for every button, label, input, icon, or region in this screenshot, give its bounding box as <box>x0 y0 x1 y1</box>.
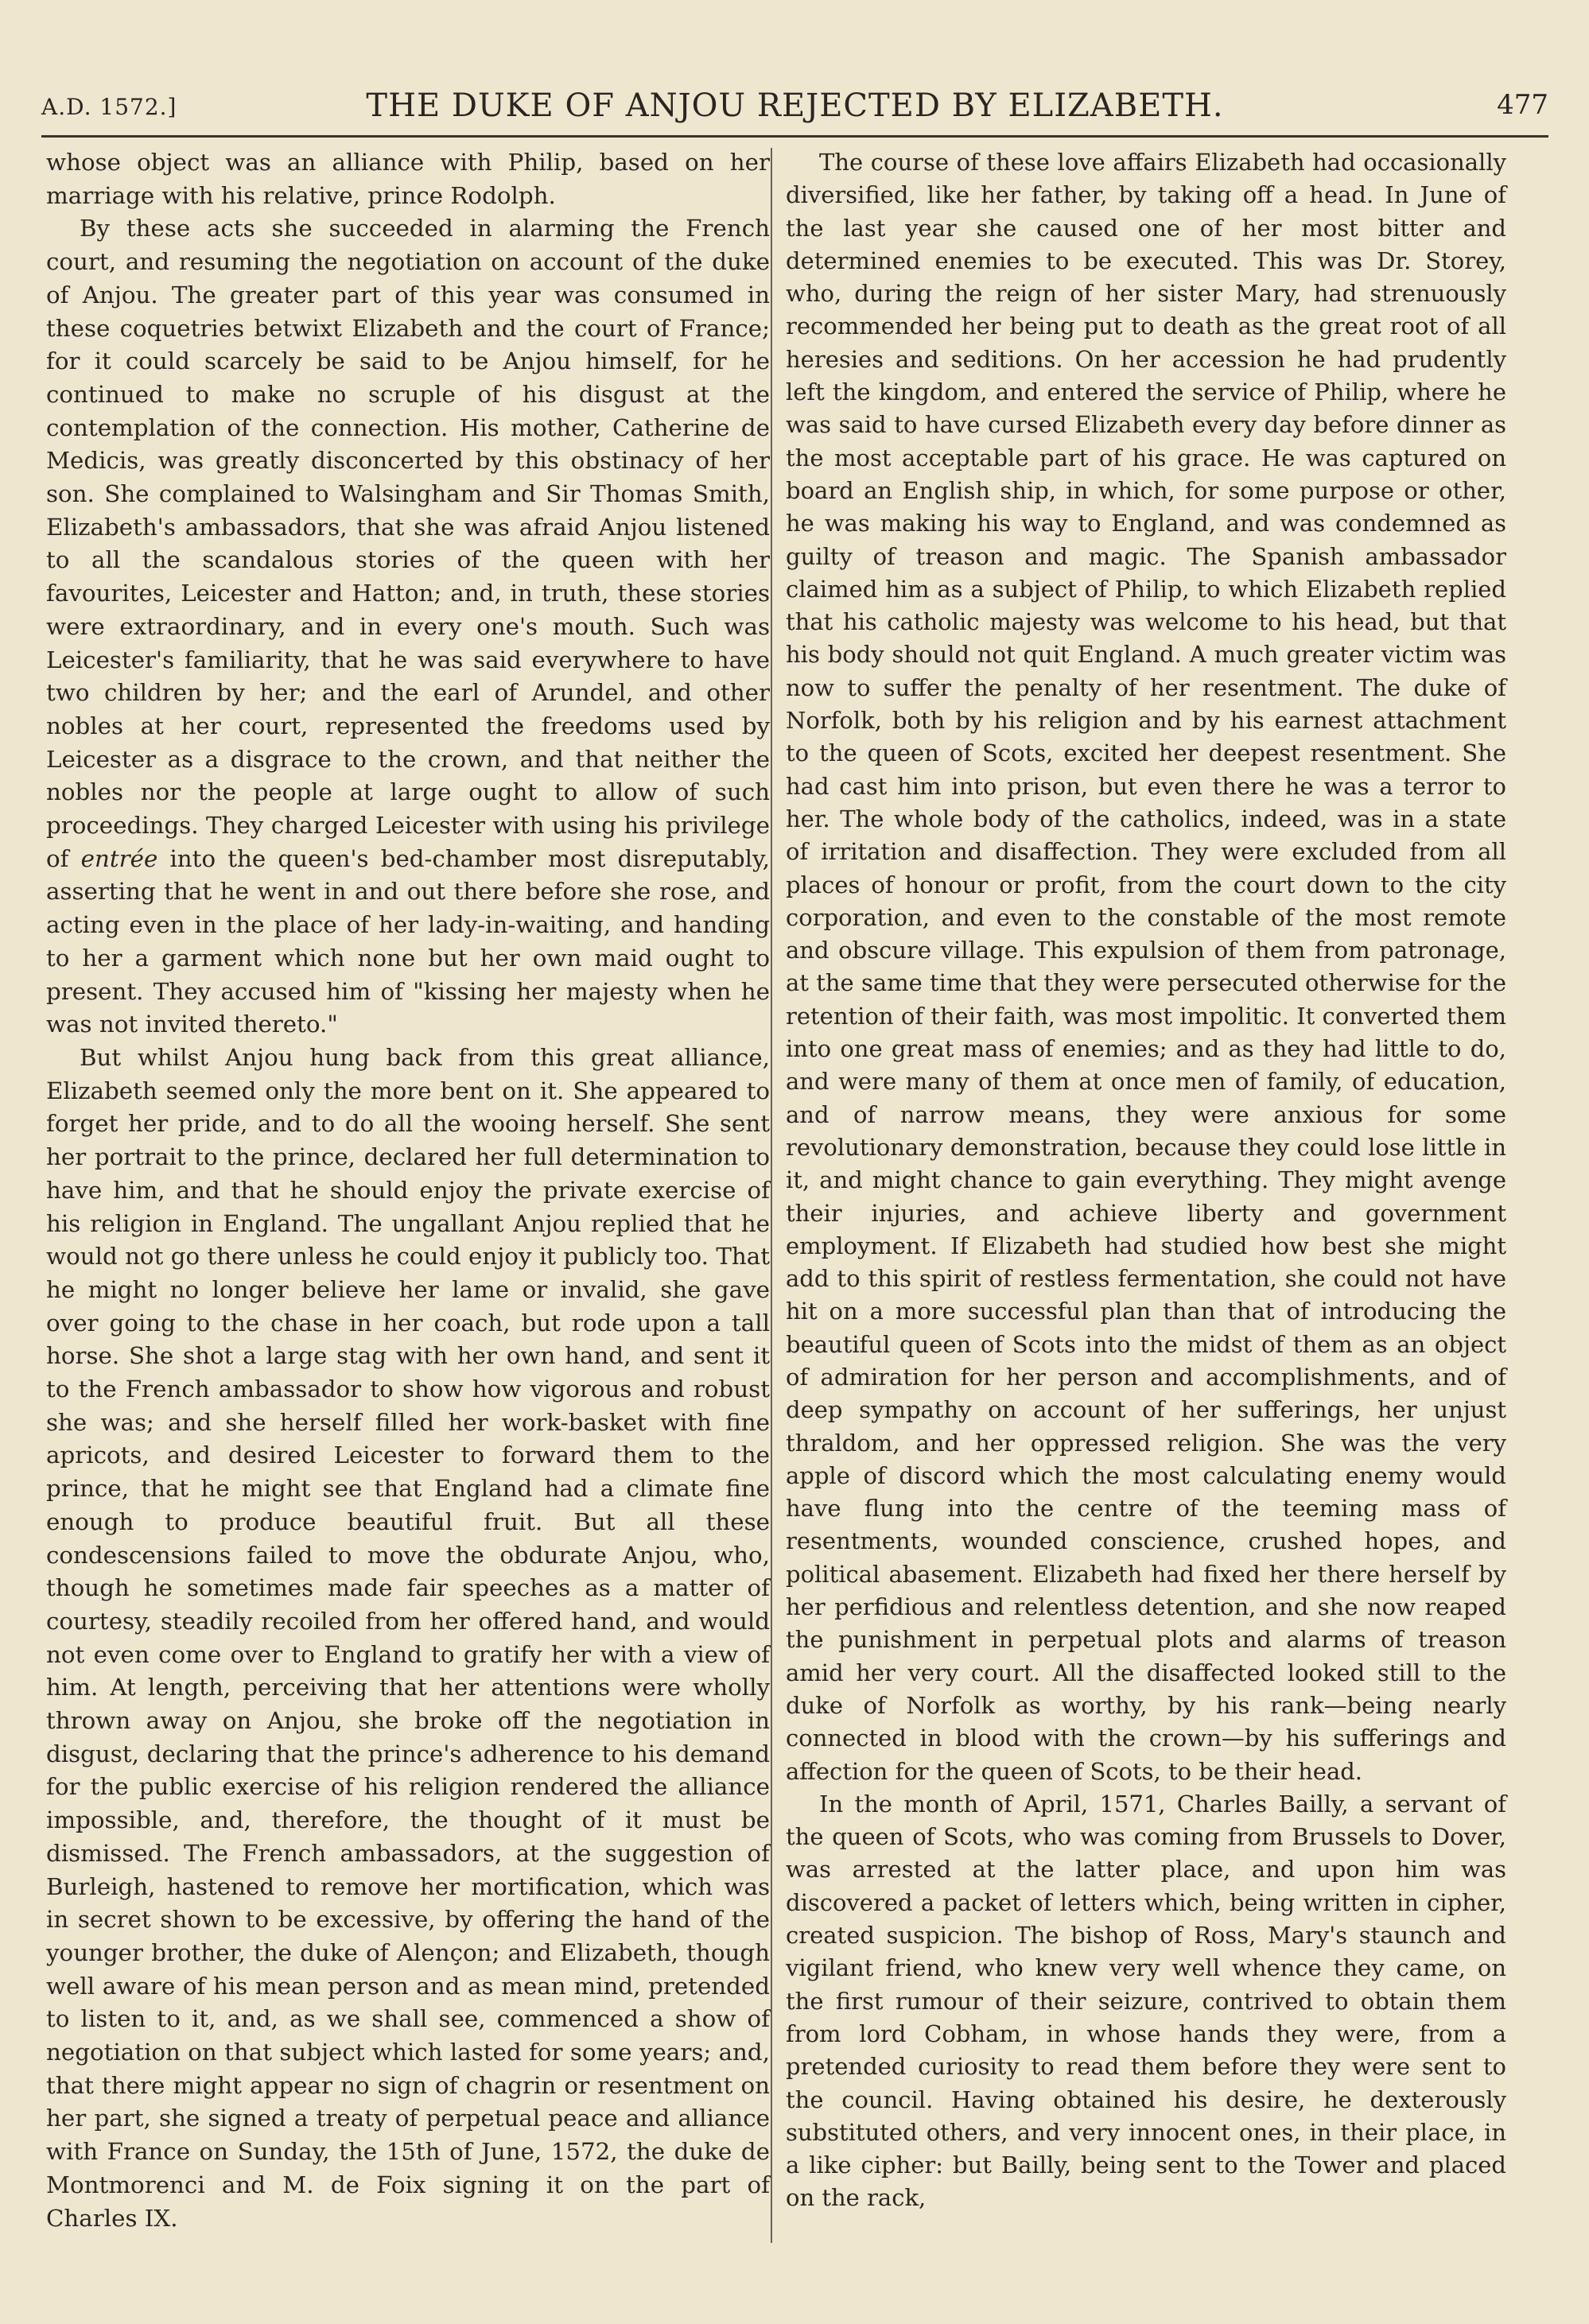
left-column <box>46 146 770 2235</box>
page-number: 477 <box>1497 89 1548 121</box>
running-header <box>41 84 1548 129</box>
header-date: A.D. 1572.] <box>41 94 177 120</box>
paragraph: whose object was an alliance with Philip, based on her marriage with his relative, prince Rodolph. <box>46 149 770 209</box>
paragraph: In the month of April, 1571, Charles Bailly, a servant of the queen of Scots, who was coming from Brussels to Dover, was arrested at the latter place, and upon him was discovered a packet of letters which, being written in cipher, created suspicion. The bishop of Ross, Mary's staunch and vigilant friend, who knew very well whence they came, on the first rumour of their seizure, contrived to obtain them from lord Cobham, in whose hands they were, from a pretended curiosity to read them before they were sent to the council. Having obtained his desire, he dexterously substituted others, and very innocent ones, in their place, in a like cipher: but Bailly, being sent to the Tower and placed on the rack, <box>786 1790 1506 2212</box>
italic-term: entrée <box>80 844 158 872</box>
right-column <box>786 146 1506 2215</box>
column-divider <box>771 148 772 2243</box>
paragraph <box>46 212 770 1042</box>
paragraph-text: By these acts she succeeded in alarming the French court, and resuming the negotiation on account of the duke of Anjou. The greater part of this year was consumed in these coquetries betwixt Elizabeth and the court of France; for it could scarcely be said to be Anjou himself, for he continued to make no scruple of his disgust at the contemplation of the connection. His mother, Catherine de Medicis, was greatly disconcerted by this obstinacy of her son. She complained to Walsingham and Sir Thomas Smith, Elizabeth's ambassadors, that she was afraid Anjou listened to all the scandalous stories of the queen with her favourites, Leicester and Hatton; and, in truth, these stories were extraordinary, and in every one's mouth. Such was Leicester's familiarity, that he was said everywhere to have two children by her; and the earl of Arundel, and other nobles at her court, represented the freedoms used by Leicester as a disgrace to the crown, and that neither the nobles nor the people at large ought to allow of such proceedings. They charged Leicester with using his privilege of <box>46 215 770 872</box>
page-title: THE DUKE OF ANJOU REJECTED BY ELIZABETH. <box>366 87 1224 124</box>
paragraph: The course of these love affairs Elizabeth had occasionally diversified, like her father, by taking off a head. In June of the last year she caused one of her most bitter and determined enemies to be executed. This was Dr. Storey, who, during the reign of her sister Mary, had strenuously recommended her being put to death as the great root of all heresies and seditions. On her accession he had prudently left the kingdom, and entered the service of Philip, where he was said to have cursed Elizabeth every day before dinner as the most acceptable part of his grace. He was captured on board an English ship, in which, for some purpose or other, he was making his way to England, and was condemned as guilty of treason and magic. The Spanish ambassador claimed him as a subject of Philip, to which Elizabeth replied that his catholic majesty was welcome to his head, but that his body should not quit England. A much greater victim was now to suffer the penalty of her resentment. The duke of Norfolk, both by his religion and by his earnest attachment to the queen of Scots, excited her deepest resentment. She had cast him into prison, but even there he was a terror to her. The whole body of the catholics, indeed, was in a state of irritation and disaffection. They were excluded from all places of honour or profit, from the court down to the city corporation, and even to the constable of the most remote and obscure village. This expulsion of them from patronage, at the same time that they were persecuted otherwise for the retention of their faith, was most impolitic. It converted them into one great mass of enemies; and as they had little to do, and were many of them at once men of family, of education, and of narrow means, they were anxious for some revolutionary demonstration, because they could lose little in it, and might chance to gain everything. They might avenge their injuries, and achieve liberty and government employment. If Elizabeth had studied how best she might add to this spirit of restless fermentation, she could not have hit on a more successful plan than that of introducing the beautiful queen of Scots into the midst of them as an object of admiration for her person and accomplishments, and of deep sympathy on account of her sufferings, her unjust thraldom, and her oppressed religion. She was the very apple of discord which the most calculating enemy would have flung into the centre of the teeming mass of resentments, wounded conscience, crushed hopes, and political abasement. Elizabeth had fixed her there herself by her perfidious and relentless detention, and she now reaped the punishment in perpetual plots and alarms of treason amid her very court. All the disaffected looked still to the duke of Norfolk as worthy, by his rank—being nearly connected in blood with the crown—by his sufferings and affection for the queen of Scots, to be their head. <box>786 149 1506 1785</box>
header-rule <box>41 135 1548 138</box>
paragraph-text: into the queen's bed-chamber most disreputably, asserting that he went in and out there before she rose, and acting even in the place of her lady-in-waiting, and handing to her a garment which none but her own maid ought to present. They accused him of "kissing her majesty when he was not invited thereto." <box>46 844 770 1038</box>
paragraph: But whilst Anjou hung back from this great alliance, Elizabeth seemed only the more bent on it. She appeared to forget her pride, and to do all the wooing herself. She sent her portrait to the prince, declared her full determination to have him, and that he should enjoy the private exercise of his religion in England. The ungallant Anjou replied that he would not go there unless he could enjoy it publicly too. That he might no longer believe her lame or invalid, she gave over going to the chase in her coach, but rode upon a tall horse. She shot a large stag with her own hand, and sent it to the French ambassador to show how vigorous and robust she was; and she herself filled her work-basket with fine apricots, and desired Leicester to forward them to the prince, that he might see that England had a climate fine enough to produce beautiful fruit. But all these condescensions failed to move the obdurate Anjou, who, though he sometimes made fair speeches as a matter of courtesy, steadily recoiled from her offered hand, and would not even come over to England to gratify her with a view of him. At length, perceiving that her attentions were wholly thrown away on Anjou, she broke off the negotiation in disgust, declaring that the prince's adherence to his demand for the public exercise of his religion rendered the alliance impossible, and, therefore, the thought of it must be dismissed. The French ambassadors, at the suggestion of Burleigh, hastened to remove her mortification, which was in secret shown to be excessive, by offering the hand of the younger brother, the duke of Alençon; and Elizabeth, though well aware of his mean person and as mean mind, pretended to listen to it, and, as we shall see, commenced a show of negotiation on that subject which lasted for some years; and, that there might appear no sign of chagrin or resentment on her part, she signed a treaty of perpetual peace and alliance with France on Sunday, the 15th of June, 1572, the duke de Montmorenci and M. de Foix signing it on the part of Charles IX. <box>46 1043 770 2232</box>
